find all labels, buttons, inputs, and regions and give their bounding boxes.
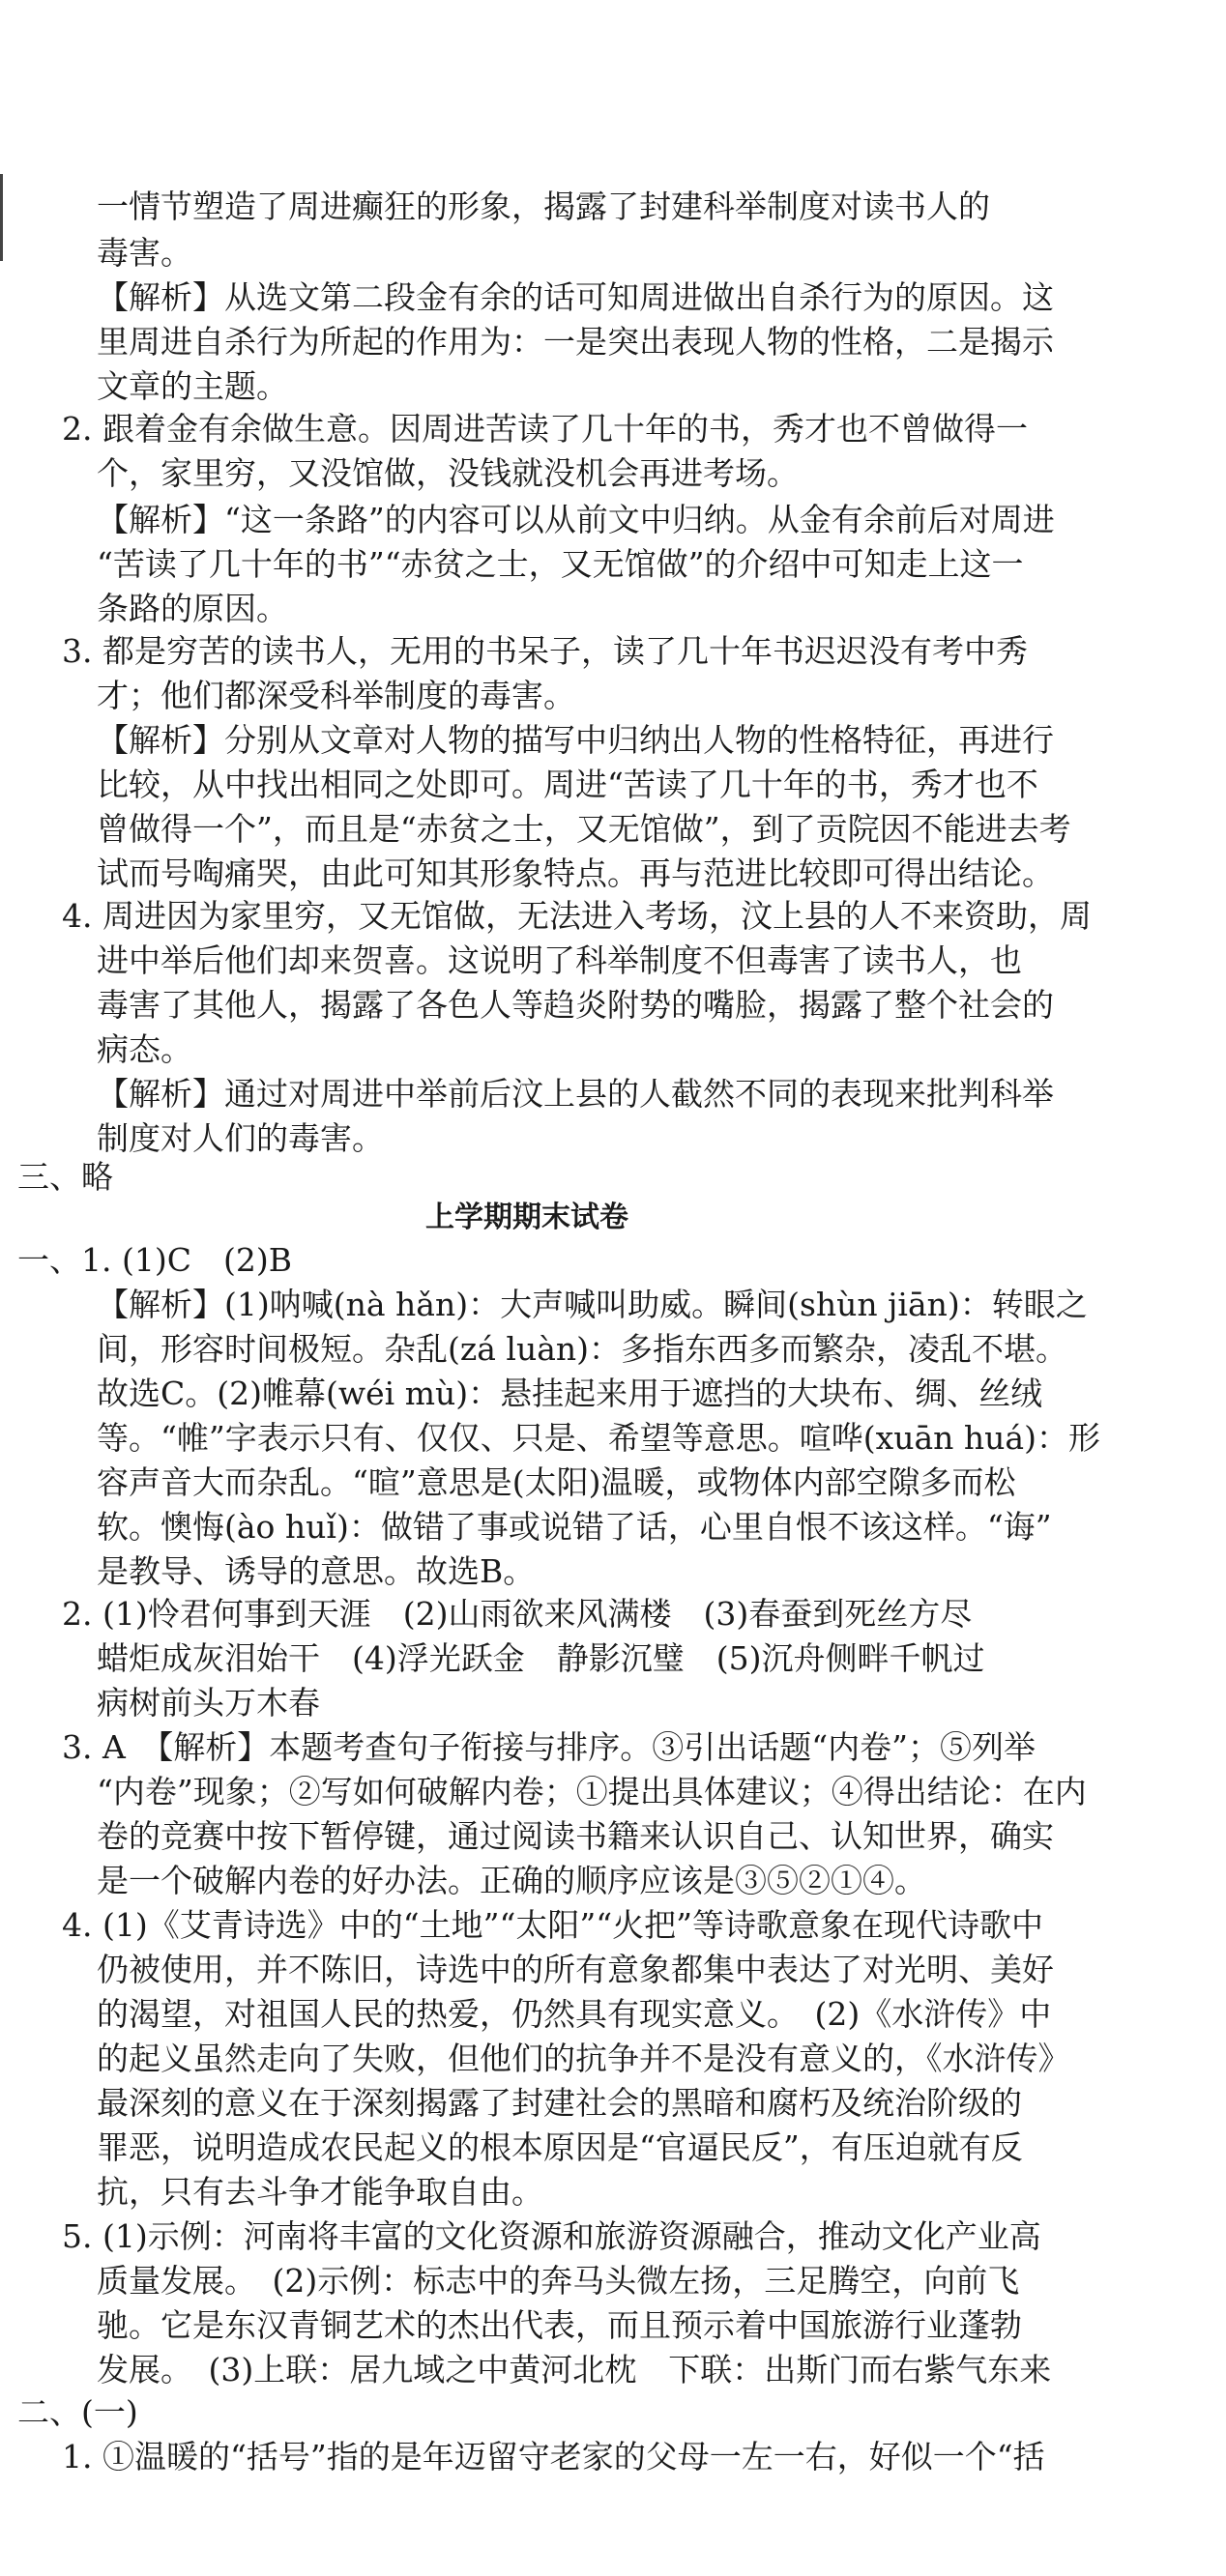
text-line: 一情节塑造了周进癫狂的形象，揭露了封建科举制度对读书人的 [97,188,990,225]
text-line: 的渴望，对祖国人民的热爱，仍然具有现实意义。 (2)《水浒传》中 [97,1995,1052,2033]
text-line: 蜡炬成灰泪始干 (4)浮光跃金 静影沉璧 (5)沉舟侧畔千帆过 [97,1639,985,1677]
text-line: 等。“帷”字表示只有、仅仅、只是、希望等意思。喧哗(xuān huá)：形 [97,1419,1100,1457]
text-line: 抗，只有去斗争才能争取自由。 [97,2173,543,2211]
text-line: 仍被使用，并不陈旧，诗选中的所有意象都集中表达了对光明、美好 [97,1951,1054,1988]
text-line: 故选C。(2)帷幕(wéi mù)：悬挂起来用于遮挡的大块布、绸、丝绒 [97,1375,1043,1412]
text-line: 【解析】分别从文章对人物的描写中归纳出人物的性格特征，再进行 [97,721,1054,759]
text-line: 驰。它是东汉青铜艺术的杰出代表，而且预示着中国旅游行业蓬勃 [97,2306,1022,2344]
text-line: 卷的竞赛中按下暂停键，通过阅读书籍来认识自己、认知世界，确实 [97,1817,1054,1855]
text-line: 试而号啕痛哭，由此可知其形象特点。再与范进比较即可得出结论。 [97,854,1054,892]
text-line: 条路的原因。 [97,590,288,627]
text-line: 毒害了其他人，揭露了各色人等趋炎附势的嘴脸，揭露了整个社会的 [97,986,1054,1024]
text-line: 里周进自杀行为所起的作用为：一是突出表现人物的性格，二是揭示 [97,323,1054,361]
text-line: 【解析】“这一条路”的内容可以从前文中归纳。从金有余前后对周进 [97,501,1055,538]
text-line: 是教导、诱导的意思。故选B。 [97,1552,536,1590]
text-line: 3. A 【解析】本题考查句子衔接与排序。③引出话题“内卷”；⑤列举 [62,1728,1036,1766]
text-line: 5. (1)示例：河南将丰富的文化资源和旅游资源融合，推动文化产业高 [62,2217,1041,2255]
text-line: 文章的主题。 [97,367,288,405]
text-line: 毒害。 [97,234,192,272]
text-line: 病树前头万木春 [97,1684,320,1722]
exam-title: 上学期期末试卷 [425,1201,628,1234]
text-line: 曾做得一个”，而且是“赤贫之士，又无馆做”，到了贡院因不能进去考 [97,810,1071,848]
page-edge-mark [0,174,3,261]
text-line: 间，形容时间极短。杂乱(zá luàn)：多指东西多而繁杂，凌乱不堪。 [97,1330,1068,1368]
text-line: 才；他们都深受科举制度的毒害。 [97,677,575,714]
text-line: 1. ①温暖的“括号”指的是年迈留守老家的父母一左一右，好似一个“括 [62,2438,1045,2475]
text-line: 是一个破解内卷的好办法。正确的顺序应该是③⑤②①④。 [97,1862,926,1899]
text-line: 进中举后他们却来贺喜。这说明了科举制度不但毒害了读书人，也 [97,941,1022,979]
text-line: 【解析】(1)呐喊(nà hǎn)：大声喊叫助威。瞬间(shùn jiān)：转眼之 [97,1286,1088,1323]
text-line: 发展。 (3)上联：居九域之中黄河北枕 下联：出斯门而右紫气东来 [97,2351,1052,2388]
text-line: 2. (1)怜君何事到天涯 (2)山雨欲来风满楼 (3)春蚕到死丝方尽 [62,1595,973,1633]
text-line: “内卷”现象；②写如何破解内卷；①提出具体建议；④得出结论：在内 [97,1773,1087,1810]
text-line: “苦读了几十年的书”“赤贫之士，又无馆做”的介绍中可知走上这一 [97,545,1024,583]
text-line: 个，家里穷，又没馆做，没钱就没机会再进考场。 [97,454,799,492]
text-line: 4. 周进因为家里穷，又无馆做，无法进入考场，汶上县的人不来资助，周 [62,897,1092,935]
text-line: 4. (1)《艾青诗选》中的“土地”“太阳”“火把”等诗歌意象在现代诗歌中 [62,1906,1043,1944]
text-line: 容声音大而杂乱。“暄”意思是(太阳)温暖，或物体内部空隙多而松 [97,1463,1016,1501]
text-line: 【解析】从选文第二段金有余的话可知周进做出自杀行为的原因。这 [97,278,1054,316]
text-line: 【解析】通过对周进中举前后汶上县的人截然不同的表现来批判科举 [97,1075,1054,1113]
text-line: 软。懊悔(ào huǐ)：做错了事或说错了话，心里自恨不该这样。“诲” [97,1508,1052,1546]
text-line: 一、1. (1)C (2)B [17,1241,292,1279]
section-heading: 三、略 [17,1158,113,1196]
text-line: 最深刻的意义在于深刻揭露了封建社会的黑暗和腐朽及统治阶级的 [97,2084,1022,2122]
text-line: 3. 都是穷苦的读书人，无用的书呆子，读了几十年书迟迟没有考中秀 [62,632,1028,670]
text-line: 质量发展。 (2)示例：标志中的奔马头微左扬，三足腾空，向前飞 [97,2262,1020,2300]
text-line: 的起义虽然走向了失败，但他们的抗争并不是没有意义的，《水浒传》 [97,2040,1070,2077]
text-line: 比较，从中找出相同之处即可。周进“苦读了几十年的书，秀才也不 [97,766,1038,803]
text-line: 病态。 [97,1030,192,1068]
text-line: 罪恶，说明造成农民起义的根本原因是“官逼民反”，有压迫就有反 [97,2128,1023,2166]
text-line: 2. 跟着金有余做生意。因周进苦读了几十年的书，秀才也不曾做得一 [62,410,1028,448]
text-line: 制度对人们的毒害。 [97,1119,384,1157]
section-heading: 二、(一) [17,2393,138,2431]
